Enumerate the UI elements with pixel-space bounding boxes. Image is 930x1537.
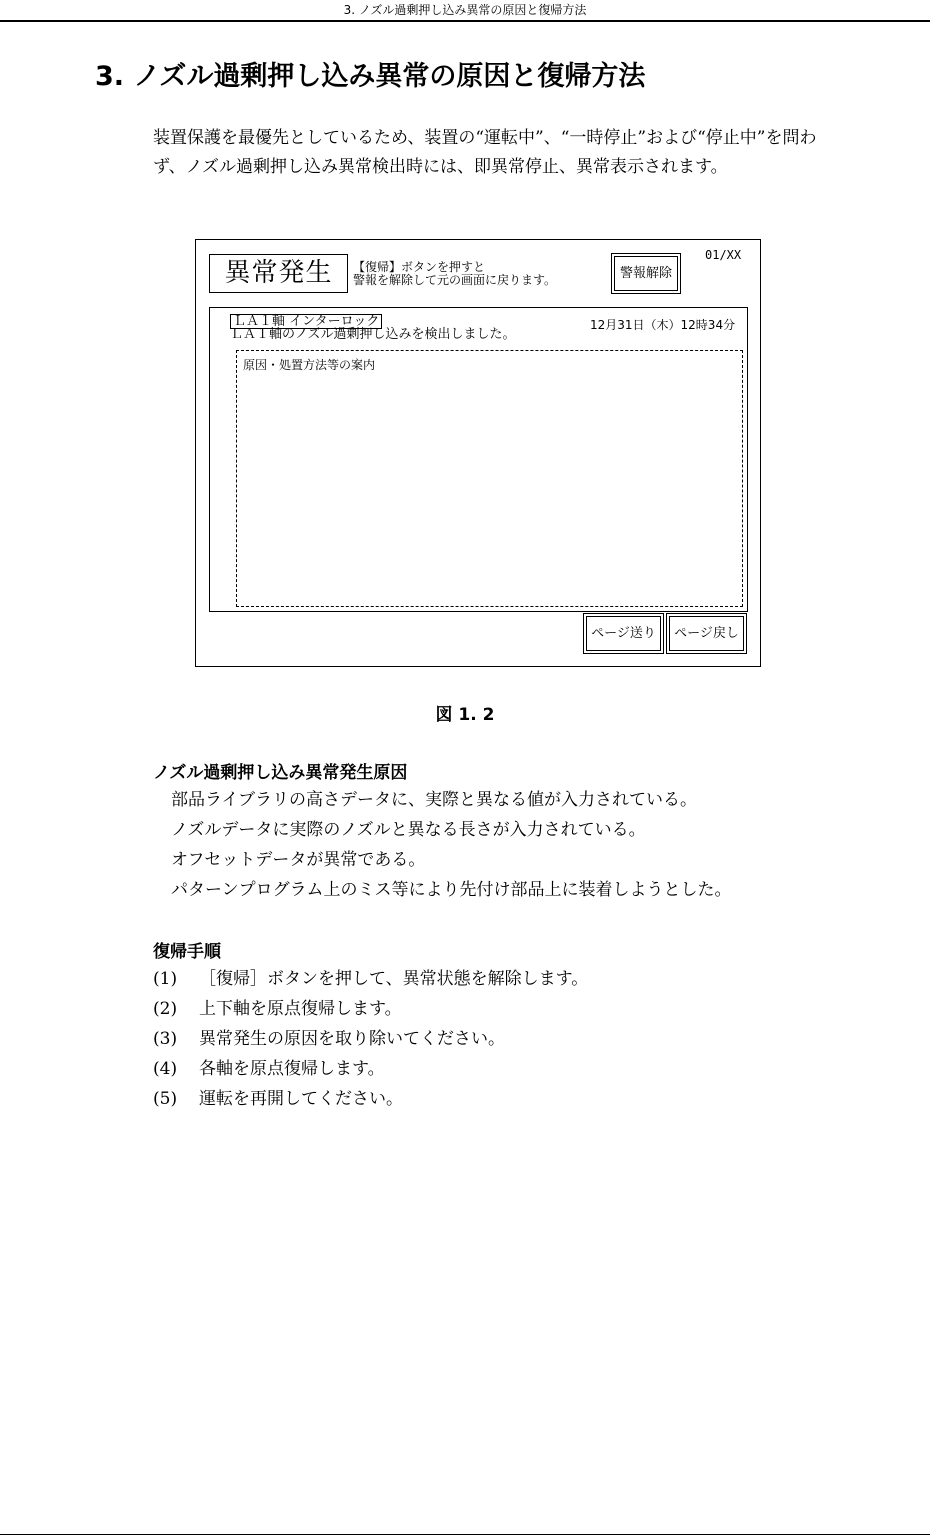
list-item (153, 1084, 588, 1114)
recovery-heading: 復帰手順 (153, 942, 221, 962)
recovery-steps (153, 964, 588, 1114)
guidance-label: 原因・処置方法等の案内 (243, 358, 376, 372)
reset-hint-line-1: 【復帰】ボタンを押すと (353, 260, 486, 274)
list-item: ノズルデータに実際のノズルと異なる長さが入力されている。 (171, 820, 646, 840)
alarm-timestamp: 12月31日（木）12時34分 (590, 318, 736, 332)
list-item: パターンプログラム上のミス等により先付け部品上に装着しようとした。 (171, 880, 732, 900)
step-text: 異常発生の原因を取り除いてください。 (199, 1029, 505, 1049)
list-item: 部品ライブラリの高さデータに、実際と異なる値が入力されている。 (171, 790, 697, 810)
figure-caption: 図 1. 2 (435, 705, 495, 725)
page-forward-button[interactable]: ページ送り (583, 613, 664, 654)
list-item (153, 1024, 588, 1054)
page-counter: 01/XX (705, 248, 742, 262)
alarm-screen-figure (195, 239, 761, 667)
running-header: 3. ノズル過剰押し込み異常の原因と復帰方法 (0, 0, 930, 22)
step-number: (1) (153, 969, 178, 989)
alarm-status-box: 異常発生 (209, 254, 348, 293)
reset-hint (353, 261, 556, 287)
step-text: 各軸を原点復帰します。 (199, 1059, 385, 1079)
step-number: (2) (153, 999, 178, 1019)
reset-hint-line-2: 警報を解除して元の画面に戻ります。 (353, 273, 557, 287)
step-text: 運転を再開してください。 (199, 1089, 403, 1109)
step-number: (4) (153, 1059, 178, 1079)
intro-paragraph: 装置保護を最優先としているため、装置の“運転中”、“一時停止”および“停止中”を問わず、ノズル過剰押し込み異常検出時には、即異常停止、異常表示されます。 (153, 128, 817, 177)
step-text: ［復帰］ボタンを押して、異常状態を解除します。 (199, 969, 589, 989)
alarm-message-panel (209, 307, 748, 612)
step-text: 上下軸を原点復帰します。 (199, 999, 402, 1019)
page-back-button[interactable]: ページ戻し (666, 613, 747, 654)
step-number: (5) (153, 1089, 178, 1109)
causes-list (171, 785, 732, 905)
guidance-area (236, 350, 743, 607)
alarm-reset-button[interactable]: 警報解除 (611, 253, 681, 294)
list-item (153, 994, 588, 1024)
page-title: 3. ノズル過剰押し込み異常の原因と復帰方法 (95, 61, 646, 92)
list-item (153, 964, 588, 994)
alarm-title: ＬＡ１軸 インターロック (230, 314, 382, 329)
list-item (153, 1054, 588, 1084)
list-item: オフセットデータが異常である。 (171, 850, 426, 870)
step-number: (3) (153, 1029, 178, 1049)
causes-heading: ノズル過剰押し込み異常発生原因 (153, 763, 408, 783)
alarm-detail: ＬＡ１軸のノズル過剰押し込みを検出しました。 (230, 327, 516, 342)
footer-rule (0, 1534, 930, 1535)
